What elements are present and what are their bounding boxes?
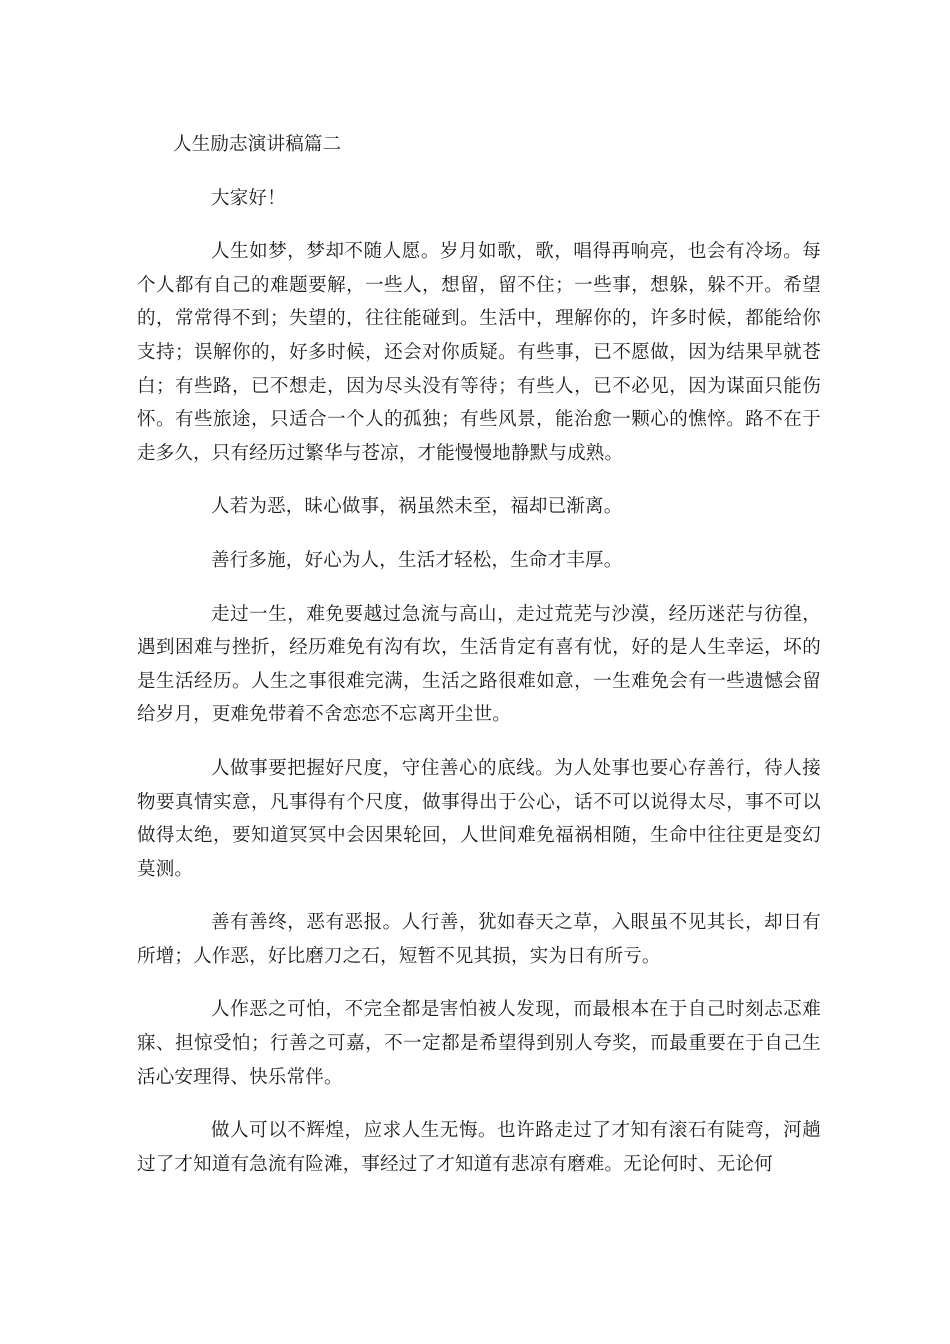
paragraph-5: 人做事要把握好尺度，守住善心的底线。为人处事也要心存善行，待人接物要真情实意，凡事得有个尺度，做事得出于公心，话不可以说得太尽，事不可以做得太绝，要知道冥冥中会因果轮回，人世间难免福祸相随，生命中往往更是变幻莫测。 xyxy=(137,757,821,880)
document-body xyxy=(137,128,821,1201)
paragraph-7: 人作恶之可怕，不完全都是害怕被人发现，而最根本在于自己时刻忐忑难寐、担惊受怕；行善之可嘉，不一定都是希望得到别人夸奖，而最重要在于自己生活心安理得、快乐常伴。 xyxy=(137,999,821,1088)
paragraph-8: 做人可以不辉煌，应求人生无悔。也许路走过了才知有滚石有陡弯，河趟过了才知道有急流有险滩，事经过了才知道有悲凉有磨难。无论何时、无论何 xyxy=(137,1120,821,1175)
paragraph-1: 人生如梦，梦却不随人愿。岁月如歌，歌，唱得再响亮，也会有冷场。每个人都有自己的难题要解，一些人，想留，留不住；一些事，想躲，躲不开。希望的，常常得不到；失望的，往往能碰到。生活中，理解你的，许多时候，都能给你支持；误解你的，好多时候，还会对你质疑。有些事，已不愿做，因为结果早就苍白；有些路，已不想走，因为尽头没有等待；有些人，已不必见，因为谋面只能伤怀。有些旅途，只适合一个人的孤独；有些风景，能治愈一颗心的憔悴。路不在于走多久，只有经历过繁华与苍凉，才能慢慢地静默与成熟。 xyxy=(137,241,821,464)
greeting-text: 大家好！ xyxy=(211,187,286,209)
paragraph-2: 人若为恶，昧心做事，祸虽然未至，福却已渐离。 xyxy=(211,496,623,518)
document-title: 人生励志演讲稿篇二 xyxy=(173,134,342,155)
paragraph-3: 善行多施，好心为人，生活才轻松，生命才丰厚。 xyxy=(211,549,623,571)
paragraph-4: 走过一生，难免要越过急流与高山，走过荒芜与沙漠，经历迷茫与彷徨，遇到困难与挫折，经历难免有沟有坎，生活肯定有喜有忧，好的是人生幸运，坏的是生活经历。人生之事很难完满，生活之路很难如意，一生难免会有一些遗憾会留给岁月，更难免带着不舍恋恋不忘离开尘世。 xyxy=(137,603,821,726)
paragraph-6: 善有善终，恶有恶报。人行善，犹如春天之草，入眼虽不见其长，却日有所增；人作恶，好比磨刀之石，短暂不见其损，实为日有所亏。 xyxy=(137,912,821,967)
